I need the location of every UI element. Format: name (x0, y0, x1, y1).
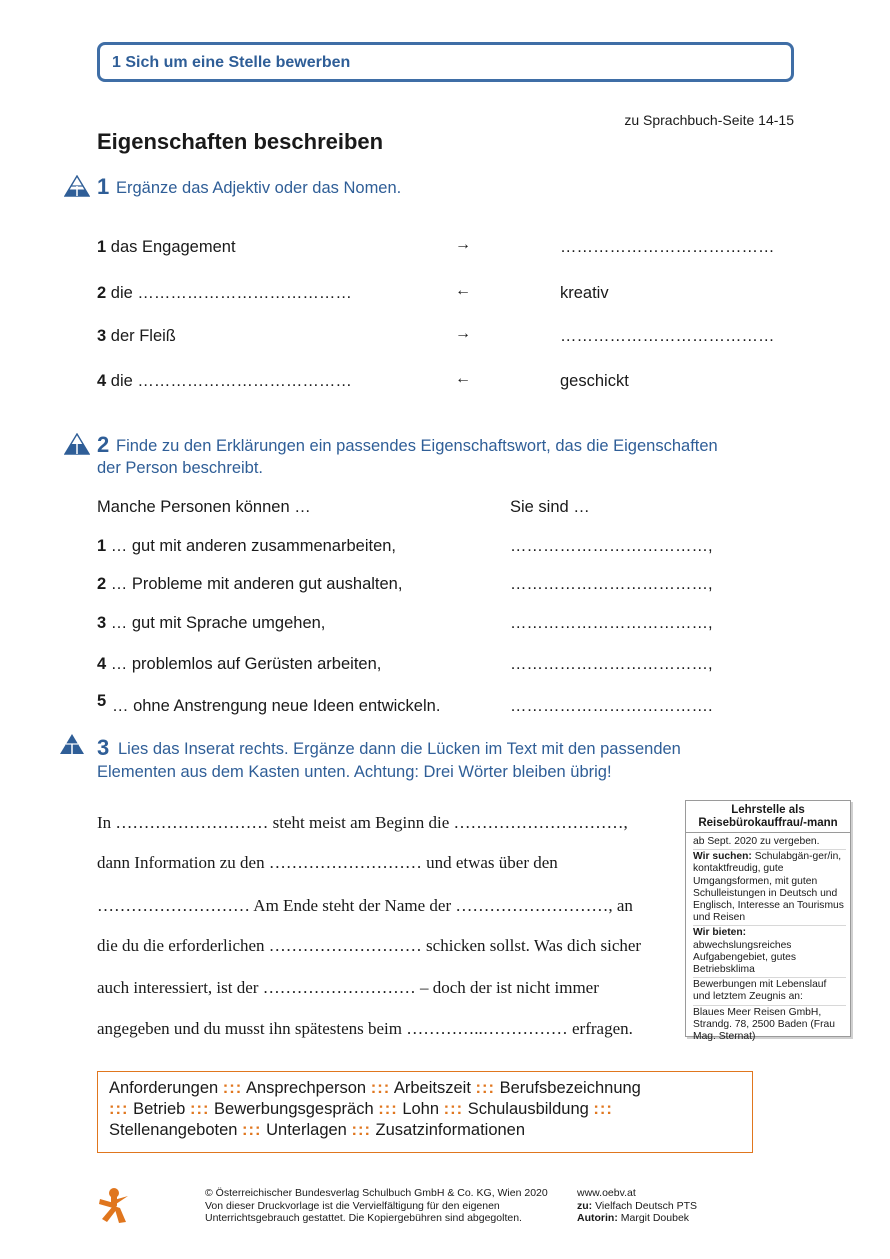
row-number: 3 (97, 327, 107, 345)
difficulty-level-2-icon (64, 433, 90, 455)
answer-blank[interactable]: ………………………………, (510, 614, 713, 632)
arrow-left-icon: ← (455, 282, 471, 299)
word-separator: ::: (475, 1079, 495, 1097)
answer-blank[interactable]: ………………………………, (510, 575, 713, 593)
word-separator: ::: (222, 1079, 243, 1097)
word-item: Anforderungen (109, 1079, 219, 1097)
word-separator: ::: (370, 1079, 391, 1097)
word-separator: ::: (189, 1100, 210, 1118)
task1-instruction: Ergänze das Adjektiv oder das Nomen. (116, 179, 402, 197)
difficulty-level-3-icon (59, 733, 85, 755)
job-advertisement (685, 800, 851, 1043)
row-text: … gut mit anderen zusammenarbeiten, (110, 537, 397, 555)
answer-blank[interactable]: ………………………………, (510, 655, 713, 673)
task2-instruction-line2: der Person beschreibt. (97, 459, 264, 477)
row-number: 2 (97, 284, 107, 302)
word-item: Ansprechperson (245, 1079, 367, 1097)
answer-blank[interactable]: ………………………………. (510, 697, 713, 715)
column-header-left: Manche Personen können … (97, 498, 311, 516)
task3-instruction-line2: Elementen aus dem Kasten unten. Achtung: Drei Wörter bleiben übrig! (97, 763, 612, 781)
cloze-text-line: In ……………………… steht meist am Beginn die …………………………, (97, 813, 628, 832)
arrow-right-icon: → (455, 236, 471, 253)
answer-blank[interactable]: ………………………………, (510, 537, 713, 555)
row-number: 1 (97, 537, 107, 555)
word-item: Stellenangeboten (109, 1121, 238, 1139)
cloze-text-line: angegeben und du musst ihn spätestens beim …………..…………… erfragen. (97, 1019, 633, 1038)
row-left: der Fleiß (110, 327, 176, 345)
word-item: Berufsbezeichnung (499, 1079, 641, 1097)
word-item: Betrieb (133, 1100, 186, 1118)
word-separator: ::: (378, 1100, 398, 1118)
publisher-info: www.oebv.at zu: Vielfach Deutsch PTS Autorin: Margit Doubek (577, 1187, 698, 1224)
task3-number: 3 (97, 735, 110, 760)
word-item: Lohn (402, 1100, 440, 1118)
word-separator: ::: (242, 1121, 262, 1139)
chapter-header (97, 42, 794, 82)
row-text: … problemlos auf Gerüsten arbeiten, (110, 655, 382, 673)
task3-instruction-line1: Lies das Inserat rechts. Ergänze dann die Lücken im Text mit den passenden (118, 740, 681, 758)
answer-blank[interactable]: ………………………………… (560, 327, 775, 345)
answer-blank[interactable]: die ………………………………… (110, 284, 352, 302)
textbook-reference: zu Sprachbuch-Seite 14-15 (624, 112, 794, 128)
row-text: … ohne Anstrengung neue Ideen entwickeln. (112, 697, 441, 715)
row-text: … Probleme mit anderen gut aushalten, (110, 575, 403, 593)
word-separator: ::: (351, 1121, 371, 1139)
row-text: … gut mit Sprache umgehen, (110, 614, 326, 632)
arrow-left-icon: ← (455, 370, 471, 387)
word-separator: ::: (593, 1100, 613, 1118)
row-number: 4 (97, 655, 107, 673)
ad-title: Lehrstelle als Reisebürokauffrau/-mann (686, 801, 850, 833)
row-number: 5 (97, 692, 107, 710)
cloze-text-line: auch interessiert, ist der ……………………… – doch der ist nicht immer (97, 978, 599, 997)
word-item: Arbeitszeit (393, 1079, 471, 1097)
row-left: das Engagement (110, 238, 236, 256)
ad-address: Blaues Meer Reisen GmbH, Strandg. 78, 2500 Baden (Frau Mag. Sternat) (693, 1006, 835, 1043)
ad-offer: Wir bieten: abwechslungsreiches Aufgabengebiet, gutes Betriebsklima (693, 927, 846, 978)
copyright-notice: © Österreichischer Bundesverlag Schulbuch GmbH & Co. KG, Wien 2020 Von dieser Druckvorlage ist die Vervielfältigung für den eigenen Unterrichtsgebrauch gestattet. Die Kopiergebühren sind abgegolten. (205, 1187, 548, 1224)
cloze-text-line: dann Information zu den ……………………… und etwas über den (97, 853, 558, 872)
word-item: Schulausbildung (467, 1100, 589, 1118)
row-number: 4 (97, 372, 107, 390)
task1-number: 1 (97, 174, 110, 199)
row-right: kreativ (560, 284, 609, 302)
ad-start-date: ab Sept. 2020 zu vergeben. (693, 836, 846, 850)
row-right: geschickt (560, 372, 629, 390)
task2-number: 2 (97, 432, 110, 457)
ad-requirements: Wir suchen: Schulabgän-ger/in, kontaktfreudig, gute Umgangsformen, mit guten Schulleistungen in Deutsch und Englisch, Interesse an Tourismus und Reisen (693, 851, 846, 926)
word-separator: ::: (443, 1100, 464, 1118)
row-number: 3 (97, 614, 107, 632)
cloze-text-line: die du die erforderlichen ……………………… schicken sollst. Was dich sicher (97, 936, 642, 955)
task2-instruction-line1: Finde zu den Erklärungen ein passendes Eigenschaftswort, das die Eigenschaften (116, 437, 718, 455)
row-number: 1 (97, 238, 107, 256)
difficulty-level-1-icon (64, 175, 90, 197)
arrow-right-icon: → (455, 325, 471, 342)
row-number: 2 (97, 575, 107, 593)
column-header-right: Sie sind … (510, 498, 590, 516)
answer-blank[interactable]: die ………………………………… (110, 372, 352, 390)
ad-application: Bewerbungen mit Lebenslauf und letztem Zeugnis an: (693, 979, 846, 1005)
cloze-text-line: ……………………… Am Ende steht der Name der ………………………, an (97, 896, 633, 915)
word-item: Zusatzinformationen (375, 1121, 526, 1139)
page-title: Eigenschaften beschreiben (97, 129, 384, 154)
word-item: Unterlagen (266, 1121, 347, 1139)
publisher-logo-icon (97, 1186, 133, 1224)
chapter-title: 1 Sich um eine Stelle bewerben (112, 54, 351, 71)
word-item: Bewerbungsgespräch (214, 1100, 374, 1118)
word-box (97, 1071, 753, 1153)
word-separator: ::: (109, 1100, 129, 1118)
website-link[interactable]: www.oebv.at (577, 1187, 636, 1199)
answer-blank[interactable]: ………………………………… (560, 238, 775, 256)
